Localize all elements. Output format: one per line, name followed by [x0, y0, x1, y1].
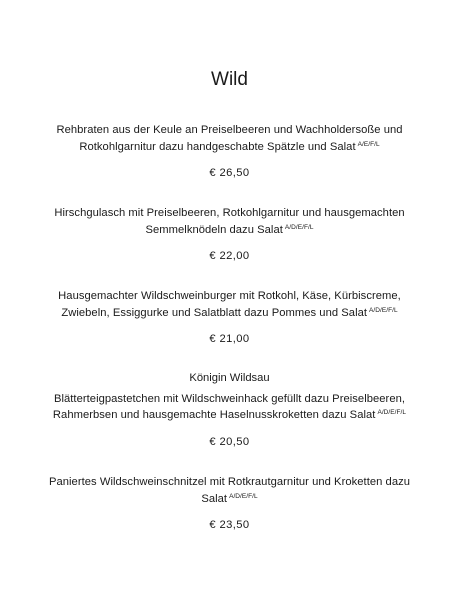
- dish-description: [20, 122, 439, 155]
- dish-price: € 22,00: [209, 250, 250, 262]
- dish-description-line1: Paniertes Wildschweinschnitzel mit Rotkrautgarnitur und Kroketten dazu: [48, 476, 411, 488]
- dish-description-line1: Hirschgulasch mit Preiselbeeren, Rotkohlgarnitur und hausgemachten: [54, 207, 405, 219]
- dish-item-wildschweinburger: [20, 288, 439, 347]
- allergen-codes: A/D/E/F/L: [369, 306, 398, 314]
- dish-description-line2: Salat: [201, 492, 228, 505]
- page-title: Wild: [211, 69, 248, 90]
- dish-description-line1: Rehbraten aus der Keule an Preiselbeeren und Wachholdersoße und: [56, 124, 403, 136]
- allergen-codes: A/D/E/F/L: [377, 409, 407, 416]
- dish-description: [20, 474, 439, 507]
- dish-price: € 20,50: [209, 435, 250, 448]
- dish-description-line2: Rahmerbsen und hausgemachte Haselnusskroketten dazu Salat: [52, 409, 376, 421]
- dish-description-line2: Zwiebeln, Essiggurke und Salatblatt dazu Pommes und Salat: [61, 306, 368, 319]
- dish-description: [20, 205, 439, 238]
- dish-item-rehbraten: [20, 122, 439, 181]
- allergen-codes: A/D/E/F/L: [229, 492, 258, 500]
- dish-description: [20, 288, 439, 321]
- dish-item-koenigin-wildsau: [20, 370, 439, 450]
- dish-price: € 21,00: [209, 333, 250, 345]
- dish-description-line2: Semmelknödeln dazu Salat: [145, 223, 283, 236]
- dish-price: € 26,50: [209, 167, 250, 179]
- dish-description-line1: Blätterteigpastetchen mit Wildschweinhack gefüllt dazu Preiselbeeren,: [53, 392, 406, 405]
- allergen-codes: A/D/E/F/L: [284, 223, 314, 231]
- dish-description-line1: Hausgemachter Wildschweinburger mit Rotkohl, Käse, Kürbiscreme,: [58, 290, 401, 302]
- dish-description-line2: Rotkohlgarnitur dazu handgeschabte Spätzle und Salat: [79, 140, 356, 153]
- dish-price: € 23,50: [209, 519, 250, 531]
- dish-description: [20, 391, 439, 424]
- dish-item-hirschgulasch: [20, 205, 439, 264]
- dish-item-wildschweinschnitzel: [20, 474, 439, 533]
- allergen-codes: A/E/F/L: [357, 140, 380, 148]
- dish-subtitle: Königin Wildsau: [189, 372, 270, 384]
